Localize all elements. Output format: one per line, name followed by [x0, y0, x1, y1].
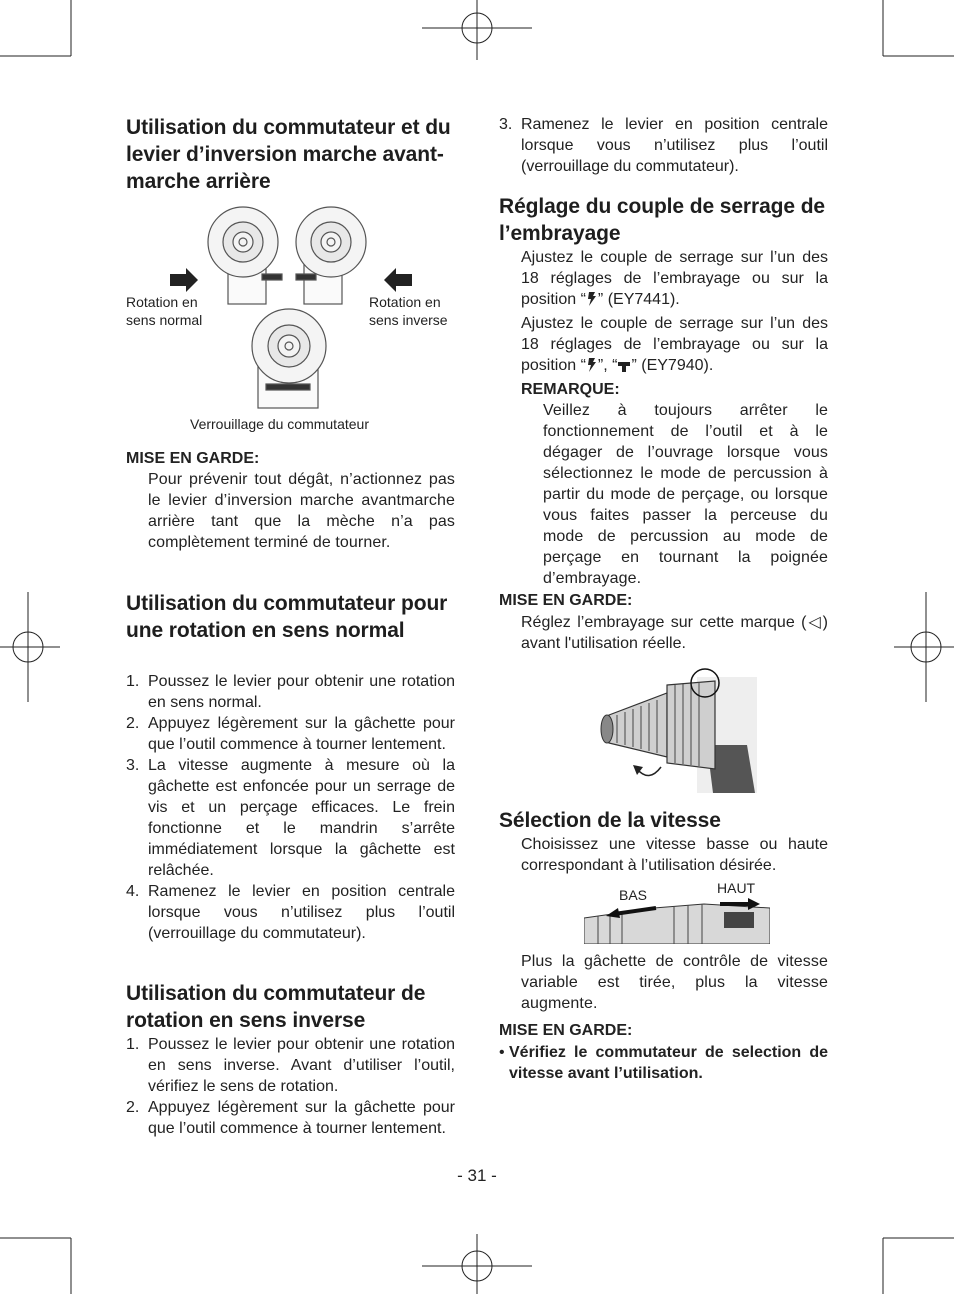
caution-text: Réglez l’embrayage sur cette marque (◁) avant l'utilisation réelle.: [521, 614, 828, 652]
list-item: 3. Ramenez le levier en position centrale lorsque vous n’utilisez plus l’outil (verrouillage du commutateur).: [499, 116, 828, 175]
hammer-mode-icon: [617, 359, 631, 373]
list-item: 2. Appuyez légèrement sur la gâchette pour que l’outil commence à tourner lentement.: [126, 1099, 455, 1137]
list-item: 1. Poussez le levier pour obtenir une rotation en sens inverse. Avant d’utiliser l’outil, vérifiez le sens de rotation.: [126, 1036, 455, 1095]
list-item: 1. Poussez le levier pour obtenir une rotation en sens normal.: [126, 673, 455, 711]
clutch-text-ey7940: Ajustez le couple de serrage sur l’un des 18 réglages de l’embrayage ou sur la position “ ”, “ ” (EY7940).: [521, 315, 828, 374]
steps-inverse-list: [126, 1034, 455, 1139]
section-title-inverse-rotation: Utilisation du commutateur de rotation en sens inverse: [126, 982, 426, 1032]
label-high-speed: HAUT: [717, 880, 756, 896]
drill-mode-icon: [586, 291, 598, 307]
remark-label: REMARQUE:: [521, 381, 620, 398]
caption-switch-lock: Verrouillage du commutateur: [190, 416, 369, 432]
caption-rotation-normal: Rotation en sens normal: [126, 294, 203, 328]
trigger-text: Plus la gâchette de contrôle de vitesse variable est tirée, plus la vitesse augmente.: [521, 953, 828, 1012]
section-title-normal-rotation: Utilisation du commutateur pour une rotation en sens normal: [126, 592, 448, 642]
caution-label: MISE EN GARDE:: [126, 450, 260, 467]
section-title-speed: Sélection de la vitesse: [499, 809, 721, 832]
list-item: 2. Appuyez légèrement sur la gâchette pour que l’outil commence à tourner lentement.: [126, 715, 455, 753]
page-number: - 31 -: [457, 1166, 497, 1185]
remark-text: Veillez à toujours arrêter le fonctionnement de l’outil et à le dégager de l’ouvrage lorsque vous sélectionnez le mode de percussion à partir du mode de perçage, ou lorsque vous faites passer la perceuse du mode de percussion au mode de perçage en tournant la poignée d’embrayage.: [543, 402, 828, 587]
caution-text: Pour prévenir tout dégât, n’actionnez pas le levier d’inversion marche avantmarche arrière tant que la mèche n’a pas complètement terminé de tourner.: [148, 471, 455, 551]
section-title-clutch: Réglage du couple de serrage de l’embrayage: [499, 195, 825, 245]
steps-inverse-continued: [499, 114, 828, 177]
speed-selector-image: [584, 898, 770, 944]
caution-label: MISE EN GARDE:: [499, 592, 633, 609]
clutch-text-ey7441: Ajustez le couple de serrage sur l’un des 18 réglages de l’embrayage ou sur la position “ ” (EY7441).: [521, 249, 828, 308]
caption-rotation-inverse: Rotation en sens inverse: [369, 294, 448, 328]
clutch-drill-image: [597, 665, 759, 795]
list-item: 4. Ramenez le levier en position centrale lorsque vous n’utilisez plus l’outil (verrouillage du commutateur).: [126, 883, 455, 942]
section-title-reverse-lever: Utilisation du commutateur et du levier d’inversion marche avant-marche arrière: [126, 116, 451, 193]
speed-text: Choisissez une vitesse basse ou haute correspondant à l’utilisation désirée.: [521, 836, 828, 874]
caution-label: MISE EN GARDE:: [499, 1022, 633, 1039]
list-item: 3. La vitesse augmente à mesure où la gâchette est enfoncée pour un serrage de vis et un perçage efficaces. Le frein fonctionne et le mandrin s’arrête immédiatement lorsque la gâchette est relâchée.: [126, 757, 455, 879]
caution-bullet-text: • Vérifiez le commutateur de selection de vitesse avant l’utilisation.: [499, 1044, 828, 1082]
steps-normal-list: [126, 671, 455, 944]
label-low-speed: BAS: [619, 887, 648, 903]
drill-mode-icon: [586, 357, 598, 373]
